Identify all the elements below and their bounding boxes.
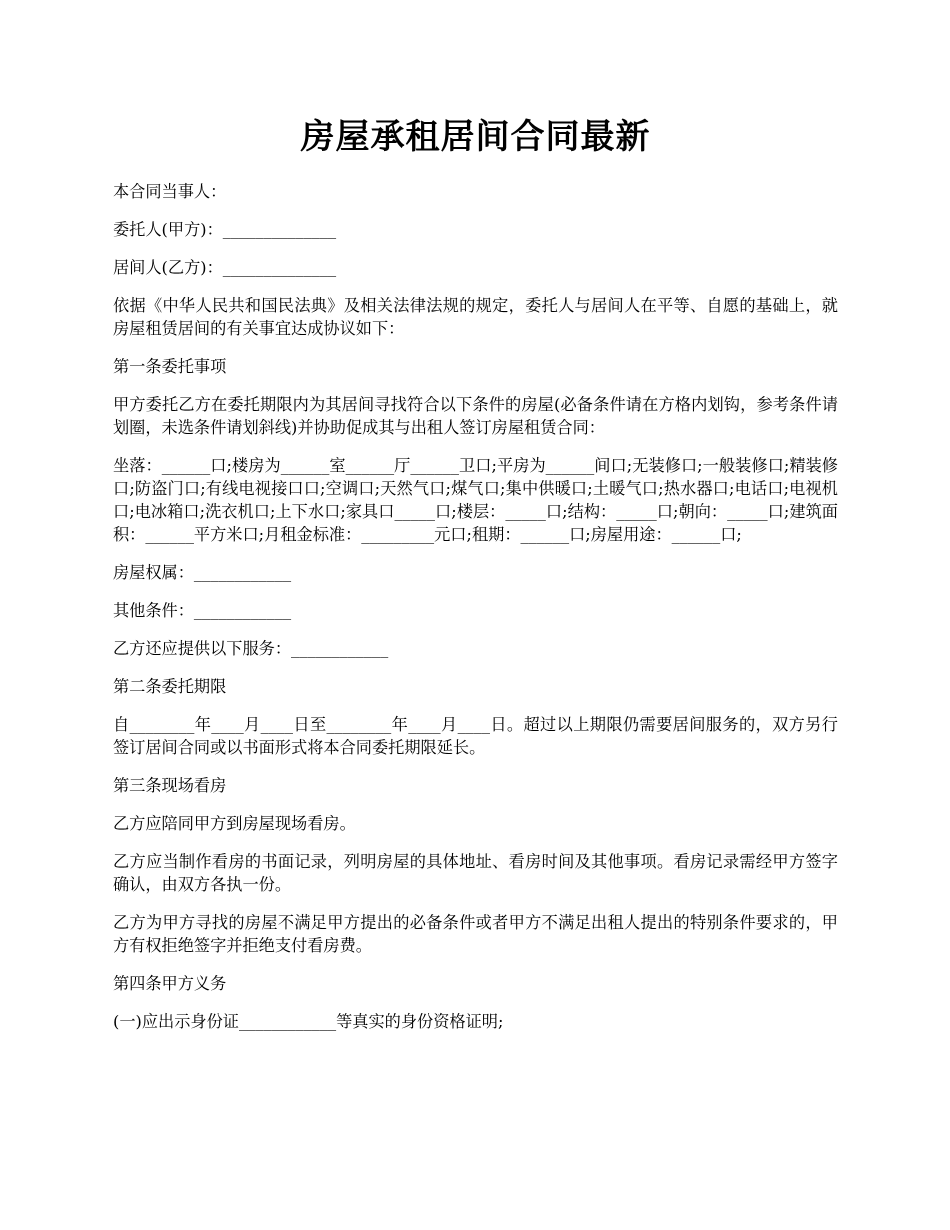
- additional-services-line: 乙方还应提供以下服务：____________: [113, 639, 389, 658]
- article-4-item-1: (一)应出示身份证____________等真实的身份资格证明;: [113, 1012, 504, 1031]
- article-2-heading: 第二条委托期限: [113, 677, 227, 696]
- property-ownership-line: 房屋权属：____________: [113, 563, 292, 582]
- article-3-body-1: 乙方应陪同甲方到房屋现场看房。: [113, 814, 356, 833]
- party-a-line: 委托人(甲方)：______________: [113, 220, 337, 239]
- article-3-body-3: 乙方为甲方寻找的房屋不满足甲方提出的必备条件或者甲方不满足出租人提出的特别条件要求的，甲方有权拒绝签字并拒绝支付看房费。: [113, 913, 838, 955]
- other-conditions-line: 其他条件：____________: [113, 601, 292, 620]
- article-1-body: 甲方委托乙方在委托期限内为其居间寻找符合以下条件的房屋(必备条件请在方格内划钩，参考条件请划圈，未选条件请划斜线)并协助促成其与出租人签订房屋租赁合同：: [113, 395, 838, 437]
- article-2-body: 自________年____月____日至________年____月____日。超过以上期限仍需要居间服务的，双方另行签订居间合同或以书面形式将本合同委托期限延长。: [113, 715, 838, 757]
- article-3-heading: 第三条现场看房: [113, 776, 227, 795]
- article-3-body-2: 乙方应当制作看房的书面记录，列明房屋的具体地址、看房时间及其他事项。看房记录需经甲方签字确认，由双方各执一份。: [113, 852, 838, 894]
- article-1-heading: 第一条委托事项: [113, 357, 227, 376]
- party-b-line: 居间人(乙方)：______________: [113, 258, 337, 277]
- document-title: 房屋承租居间合同最新: [300, 117, 651, 157]
- intro-parties-label: 本合同当事人：: [113, 182, 227, 201]
- preamble-paragraph: 依据《中华人民共和国民法典》及相关法律法规的规定，委托人与居间人在平等、自愿的基础上，就房屋租赁居间的有关事宜达成协议如下：: [113, 296, 838, 338]
- property-conditions-paragraph: 坐落：______口;楼房为______室______厅______卫口;平房为______间口;无装修口;一般装修口;精装修口;防盗门口;有线电视接口口;空调口;天然气口;煤气口;集中供暖口;土暖气口;热水器口;电话口;电视机口;电冰箱口;洗衣机口;上下水口;家具口_____口;楼层：_____口;结构：_____口;朝向：_____口;建筑面积：______平方米口;月租金标准：_________元口;租期：______口;房屋用途：______口;: [113, 456, 838, 544]
- article-4-heading: 第四条甲方义务: [113, 974, 227, 993]
